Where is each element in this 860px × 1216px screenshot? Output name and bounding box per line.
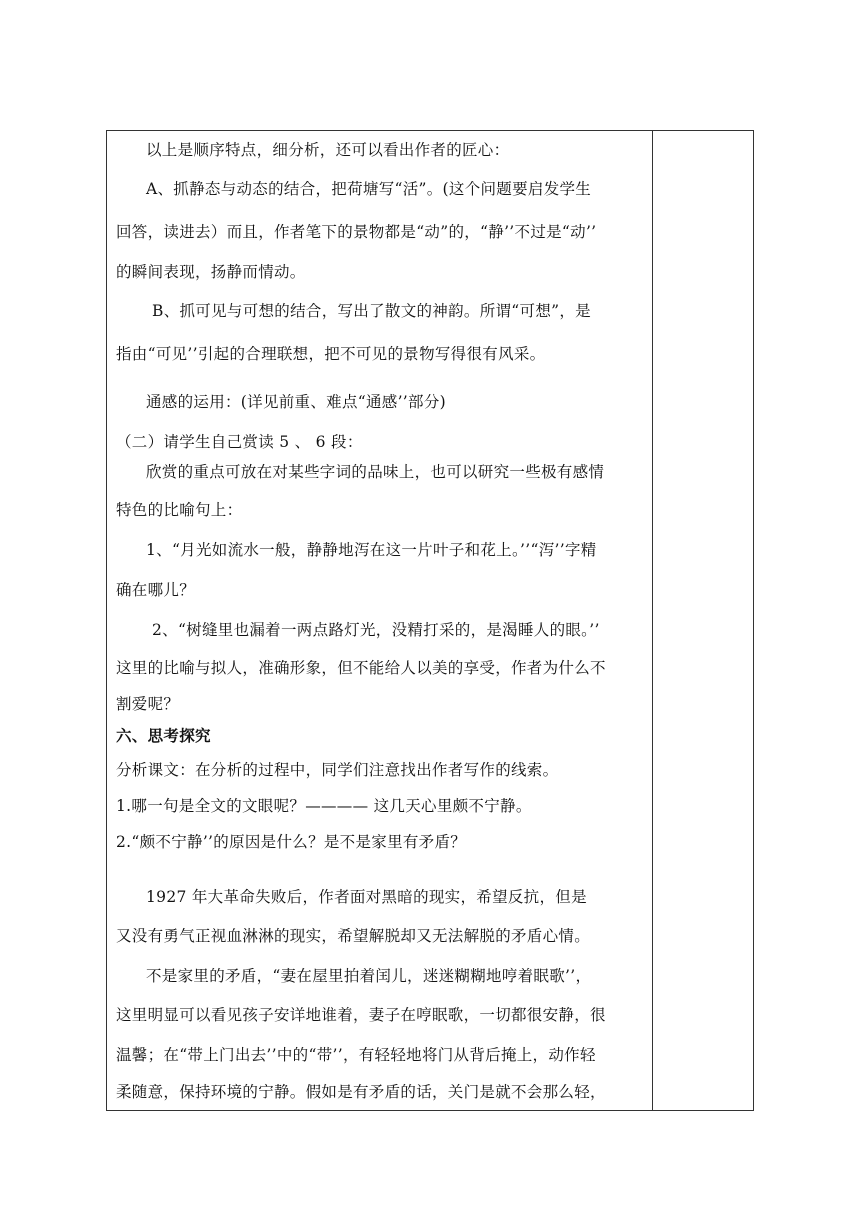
paragraph-line: 又没有勇气正视血淋淋的现实，希望解脱却又无法解脱的矛盾心情。 (116, 927, 591, 945)
paragraph-line: 这里的比喻与拟人，准确形象，但不能给人以美的享受，作者为什么不 (116, 659, 606, 677)
question-line: 1.哪一句是全文的文眼呢？———— 这几天心里颇不宁静。 (116, 797, 532, 815)
paragraph-line: 以上是顺序特点，细分析，还可以看出作者的匠心： (146, 141, 510, 159)
section-heading: （二）请学生自己赏读 5 、 6 段： (116, 433, 363, 451)
paragraph-line: 回答，读进去）而且，作者笔下的景物都是“动”的，“静’’不过是“动’’ (116, 223, 597, 241)
section-heading: 六、思考探究 (116, 726, 211, 745)
paragraph-line: 2、“树缝里也漏着一两点路灯光，没精打采的，是渴睡人的眼。’’ (152, 621, 600, 639)
question-line: 2.“颇不宁静’’的原因是什么？是不是家里有矛盾？ (116, 833, 467, 851)
paragraph-line: B、抓可见与可想的结合，写出了散文的神韵。所谓“可想”，是 (152, 302, 591, 320)
paragraph-line: A、抓静态与动态的结合，把荷塘写“活”。(这个问题要启发学生 (146, 180, 592, 198)
paragraph-line: 的瞬间表现，扬静而情动。 (116, 263, 306, 281)
paragraph-line: 不是家里的矛盾，“妻在屋里拍着闰儿，迷迷糊糊地哼着眠歌’’， (146, 967, 592, 985)
paragraph-line: 割爱呢？ (116, 695, 180, 713)
paragraph-line: 分析课文：在分析的过程中，同学们注意找出作者写作的线索。 (116, 761, 559, 779)
paragraph-line: 1、“月光如流水一般，静静地泻在这一片叶子和花上。’’“泻’’字精 (146, 541, 597, 559)
paragraph-line: 特色的比喻句上： (116, 501, 243, 519)
paragraph-line: 1927 年大革命失败后，作者面对黑暗的现实，希望反抗，但是 (146, 888, 587, 906)
paragraph-line: 通感的运用：(详见前重、难点“通感’’部分) (146, 393, 446, 411)
paragraph-line: 柔随意，保持环境的宁静。假如是有矛盾的话，关门是就不会那么轻， (116, 1083, 606, 1101)
paragraph-line: 这里明显可以看见孩子安详地谁着，妻子在哼眠歌，一切都很安静，很 (116, 1006, 606, 1024)
paragraph-line: 指由“可见’’引起的合理联想，把不可见的景物写得很有风采。 (116, 345, 546, 363)
paragraph-line: 温馨；在“带上门出去’’中的“带’’，有轻轻地将门从背后掩上，动作轻 (116, 1046, 596, 1064)
paragraph-line: 确在哪儿？ (116, 581, 196, 599)
paragraph-line: 欣赏的重点可放在对某些字词的品味上，也可以研究一些极有感情 (146, 463, 605, 481)
